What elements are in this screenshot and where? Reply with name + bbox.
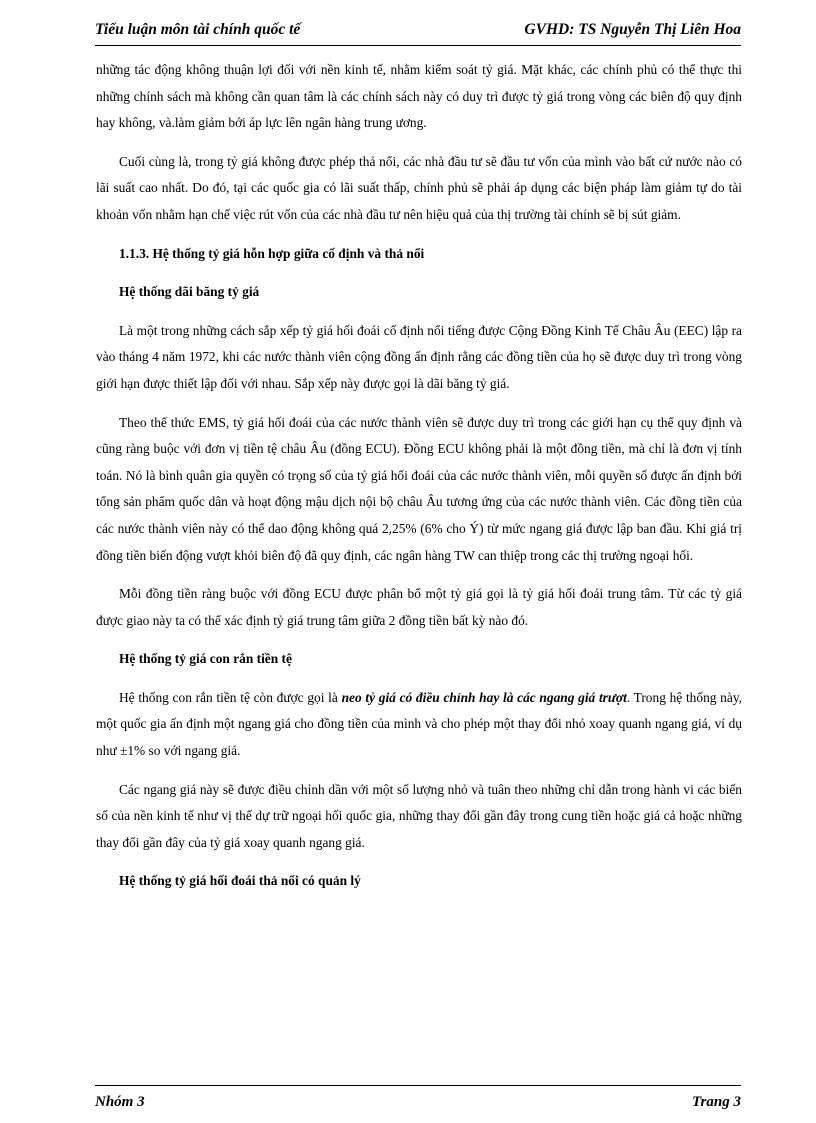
- section-heading-1-1-3: 1.1.3. Hệ thống tỷ giá hỗn hợp giữa cố định và thả nổi: [119, 245, 425, 261]
- paragraph-5: Mỗi đồng tiền ràng buộc với đồng ECU được phân bổ một tỷ giá gọi là tỷ giá hối đoái trung tâm. Từ các tỷ giá được giao này ta có thể xác định tỷ giá trung tâm giữa 2 đồng tiền bất kỳ nào đó.: [96, 586, 742, 628]
- paragraph-6-emphasis: neo tỷ giá có điều chỉnh hay là các ngang giá trượt: [341, 689, 627, 705]
- footer-page-number: Trang 3: [691, 1094, 741, 1110]
- paragraph-1: những tác động không thuận lợi đối với nền kinh tế, nhằm kiểm soát tỷ giá. Mặt khác, các chính phủ có thể thực thi những chính sách mà không cần quan tâm là các chính sách này có duy trì được tỷ giá trong vòng các biên độ quy định hay không, và.làm giảm bới áp lực lên ngân hàng trung ương.: [96, 62, 742, 131]
- paragraph-6-intro: Hệ thống con rắn tiền tệ còn được gọi là: [119, 689, 342, 705]
- paragraph-7: Các ngang giá này sẽ được điều chỉnh dần với một số lượng nhỏ và tuân theo những chỉ dẫn trong hành vi các biến số của nền kinh tế như vị thế dự trữ ngoại hối quốc gia, những thay đổi gần đây trong cung tiền hoặc giá cả hoặc những thay đổi gần đây của tỷ giá xoay quanh ngang giá.: [96, 781, 742, 850]
- subheading-crawling-peg: Hệ thống tỷ giá con rắn tiền tệ: [119, 651, 292, 667]
- paragraph-3: Là một trong những cách sắp xếp tỷ giá hối đoái cố định nổi tiếng được Cộng Đồng Kinh Tế Châu Âu (EEC) lập ra vào tháng 4 năm 1972, khi các nước thành viên cộng đồng ấn định rằng các đồng tiền của họ sẽ được duy trì trong vòng giới hạn được thiết lập đối với nhau. Sắp xếp này được gọi là dãi băng tỷ giá.: [96, 322, 742, 391]
- header-course-title: Tiểu luận môn tài chính quốc tế: [95, 21, 301, 38]
- paragraph-6-rest: . Trong hệ thống này, một quốc gia ấn định một ngang giá cho đồng tiền của mình và cho phép một thay đổi nhỏ xoay quanh ngang giá, ví dụ như ±1% so với ngang giá.: [96, 689, 742, 759]
- header-supervisor: GVHD: TS Nguyễn Thị Liên Hoa: [524, 21, 741, 38]
- paragraph-2: Cuối cùng là, trong tỷ giá không được phép thả nổi, các nhà đầu tư sẽ đầu tư vốn của mình vào bất cứ nước nào có lãi suất cao nhất. Do đó, tại các quốc gia có lãi suất thấp, chính phủ sẽ phải áp dụng các biện pháp làm giảm tự do tài khoản vốn nhằm hạn chế việc rút vốn của các nhà đầu tư nên hiệu quả của thị trường tài chính sẽ bị sút giảm.: [96, 153, 742, 222]
- subheading-band-system: Hệ thống dãi băng tỷ giá: [119, 284, 260, 300]
- paragraph-6: [96, 685, 742, 765]
- subheading-managed-float: Hệ thống tỷ giá hối đoái thả nổi có quản lý: [119, 873, 361, 889]
- paragraph-4: Theo thể thức EMS, tỷ giá hối đoái của các nước thành viên sẽ được duy trì trong các giới hạn cụ thể quy định và cũng ràng buộc với đơn vị tiền tệ châu Âu (đồng ECU). Đồng ECU không phải là một đồng tiền, mà chỉ là đơn vị tính toán. Nó là bình quân gia quyền có trọng số của tỷ giá hối đoái của các nước thành viên, mỗi quyền số được ấn định bởi tổng sản phẩm quốc dân và hoạt động mậu dịch nội bộ châu Âu tương ứng của các nước thành viên. Các đồng tiền của các nước thành viên này có thể dao động không quá 2,25% (6% cho Ý) từ mức ngang giá được lập ban đầu. Khi giá trị đồng tiền biến động vượt khỏi biên độ đã quy định, các ngân hàng TW can thiệp trong các thị trường ngoại hối.: [96, 414, 742, 563]
- page-header: [95, 19, 741, 46]
- document-body: [96, 57, 742, 907]
- footer-group-name: Nhóm 3: [95, 1094, 145, 1110]
- page-footer: [95, 1085, 741, 1116]
